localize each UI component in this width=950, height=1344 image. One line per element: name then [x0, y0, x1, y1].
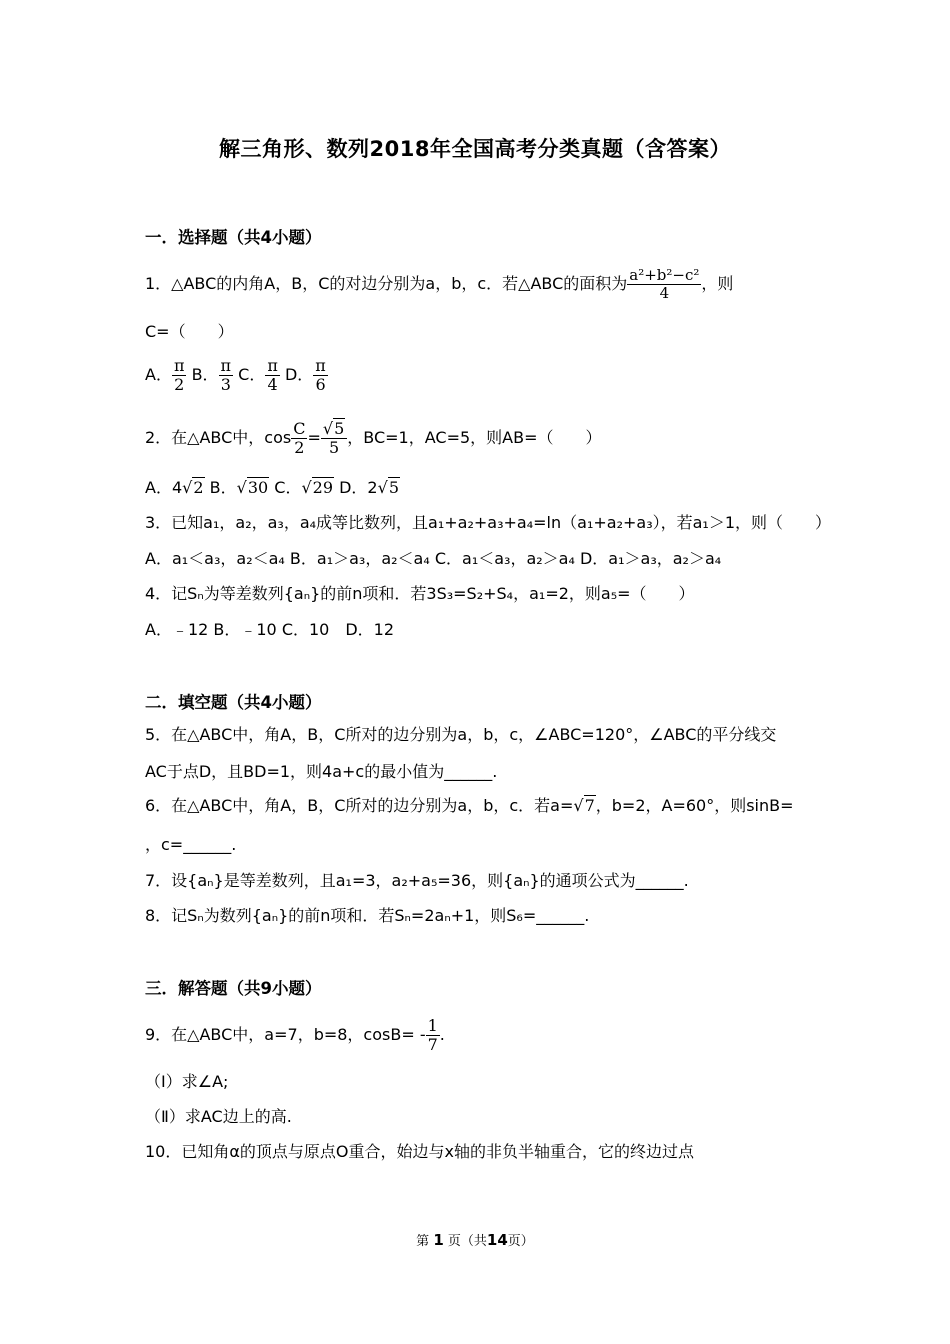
radical: √2	[182, 478, 204, 497]
option-a-label: A．	[145, 365, 172, 384]
fraction-denominator: 4	[659, 284, 670, 302]
radicand: 5	[334, 419, 345, 438]
section-heading-fill: 二．填空题（共4小题）	[145, 693, 322, 712]
total-pages: 14	[486, 1231, 508, 1249]
question-3-line-1: 3．已知a₁，a₂，a₃，a₄成等比数列，且a₁+a₂+a₃+a₄=ln（a₁+a₂+a₃），若a₁＞1，则（ ）	[145, 513, 832, 532]
section-heading-solve: 三．解答题（共9小题）	[145, 979, 322, 998]
question-9-stem	[145, 1018, 445, 1053]
question-5-line-2: AC于点D，且BD=1，则4a+c的最小值为______.	[145, 762, 498, 781]
question-9-fraction	[426, 1018, 440, 1053]
fraction-denominator: 4	[267, 375, 278, 394]
option-c-label: C．	[274, 478, 302, 497]
option-d-label: D．2	[339, 478, 378, 497]
question-2-root-fraction	[321, 421, 347, 456]
radical: √29	[301, 478, 334, 497]
radicand: 5	[388, 478, 400, 497]
footer-middle: 页（共	[447, 1234, 487, 1249]
fraction-denominator: 2	[174, 375, 185, 394]
question-6-tail: ，b=2，A=60°，则sinB=	[595, 796, 794, 815]
fraction-numerator: a²+b²−c²	[629, 266, 700, 284]
radical: √30	[236, 478, 269, 497]
page-title: 解三角形、数列2018年全国高考分类真题（含答案）	[219, 137, 731, 161]
question-10-line-1: 10．已知角α的顶点与原点O重合，始边与x轴的非负半轴重合，它的终边过点	[145, 1142, 694, 1161]
radical: √5	[322, 419, 345, 438]
question-4-line-1: 4．记Sₙ为等差数列{aₙ}的前n项和．若3S₃=S₂+S₄，a₁=2，则a₅=（ ）	[145, 584, 695, 603]
question-1-line-1	[145, 268, 733, 301]
radicand: 29	[312, 478, 334, 497]
option-c-label: C．	[238, 365, 266, 384]
option-a-fraction	[172, 358, 187, 393]
question-1-options	[145, 358, 328, 393]
question-7: 7．设{aₙ}是等差数列，且a₁=3，a₂+a₅=36，则{aₙ}的通项公式为______.	[145, 871, 689, 890]
fraction-numerator: π	[220, 356, 232, 375]
fraction-numerator: π	[315, 356, 326, 375]
question-6-line-1	[145, 796, 794, 816]
question-1-stem: 1．△ABC的内角A，B，C的对边分别为a，b，c．若△ABC的面积为	[145, 274, 628, 293]
radicand: 2	[193, 478, 204, 497]
question-1-line-2: C=（ ）	[145, 322, 234, 341]
question-9-part-2: （Ⅱ）求AC边上的高.	[145, 1107, 292, 1126]
radicand: 30	[247, 478, 269, 497]
footer-prefix: 第	[416, 1234, 430, 1249]
question-2-half-angle	[291, 421, 307, 456]
section-heading-choice: 一．选择题（共4小题）	[145, 228, 322, 247]
radicand: 7	[584, 796, 595, 815]
question-6-stem: 6．在△ABC中，角A，B，C所对的边分别为a，b，c．若a=	[145, 796, 574, 815]
fraction-numerator: 1	[427, 1016, 438, 1035]
fraction-numerator: π	[267, 356, 278, 375]
option-d-fraction	[313, 358, 328, 393]
option-b-fraction	[219, 358, 234, 393]
question-5-line-1: 5．在△ABC中，角A，B，C所对的边分别为a，b，c，∠ABC=120°，∠ABC的平分线交	[145, 725, 777, 744]
fraction-denominator: 6	[315, 375, 326, 394]
page-number: 1	[433, 1231, 444, 1249]
question-9-period: .	[439, 1025, 445, 1044]
radical: √7	[573, 796, 595, 815]
question-8: 8．记Sₙ为数列{aₙ}的前n项和．若Sₙ=2aₙ+1，则S₆=______.	[145, 906, 590, 925]
question-3-options: A．a₁＜a₃，a₂＜a₄ B．a₁＞a₃，a₂＜a₄ C．a₁＜a₃，a₂＞a₄ D．a₁＞a₃，a₂＞a₄	[145, 549, 722, 568]
question-6-line-2: ，c=______.	[145, 835, 237, 854]
option-a-label: A．4	[145, 478, 183, 497]
fraction-numerator	[321, 421, 347, 439]
question-2-options	[145, 478, 400, 498]
fraction-denominator: 3	[220, 375, 231, 394]
question-9-text: 9．在△ABC中，a=7，b=8，cosB= -	[145, 1025, 426, 1044]
question-2-tail: ，BC=1，AC=5，则AB=（ ）	[347, 428, 602, 447]
option-c-fraction	[265, 358, 280, 393]
equals-sign: =	[307, 428, 321, 447]
fraction-denominator: 5	[328, 438, 340, 457]
option-d-label: D．	[284, 365, 314, 384]
option-b-label: B．	[191, 365, 219, 384]
footer-suffix: 页）	[507, 1234, 534, 1249]
fraction-numerator: π	[173, 356, 185, 375]
fraction-denominator: 7	[427, 1035, 438, 1054]
question-2-line-1	[145, 421, 602, 456]
page-footer	[0, 1230, 950, 1249]
fraction-denominator: 2	[294, 438, 305, 457]
question-4-options: A．﹣12 B．﹣10 C．10 D．12	[145, 620, 395, 639]
question-9-part-1: （Ⅰ）求∠A;	[145, 1072, 229, 1091]
option-b-label: B．	[209, 478, 237, 497]
question-1-fraction	[627, 268, 701, 301]
question-1-tail: ，则	[701, 274, 734, 293]
question-2-stem: 2．在△ABC中，cos	[145, 428, 292, 447]
fraction-numerator: C	[293, 419, 306, 438]
radical: √5	[377, 478, 400, 497]
